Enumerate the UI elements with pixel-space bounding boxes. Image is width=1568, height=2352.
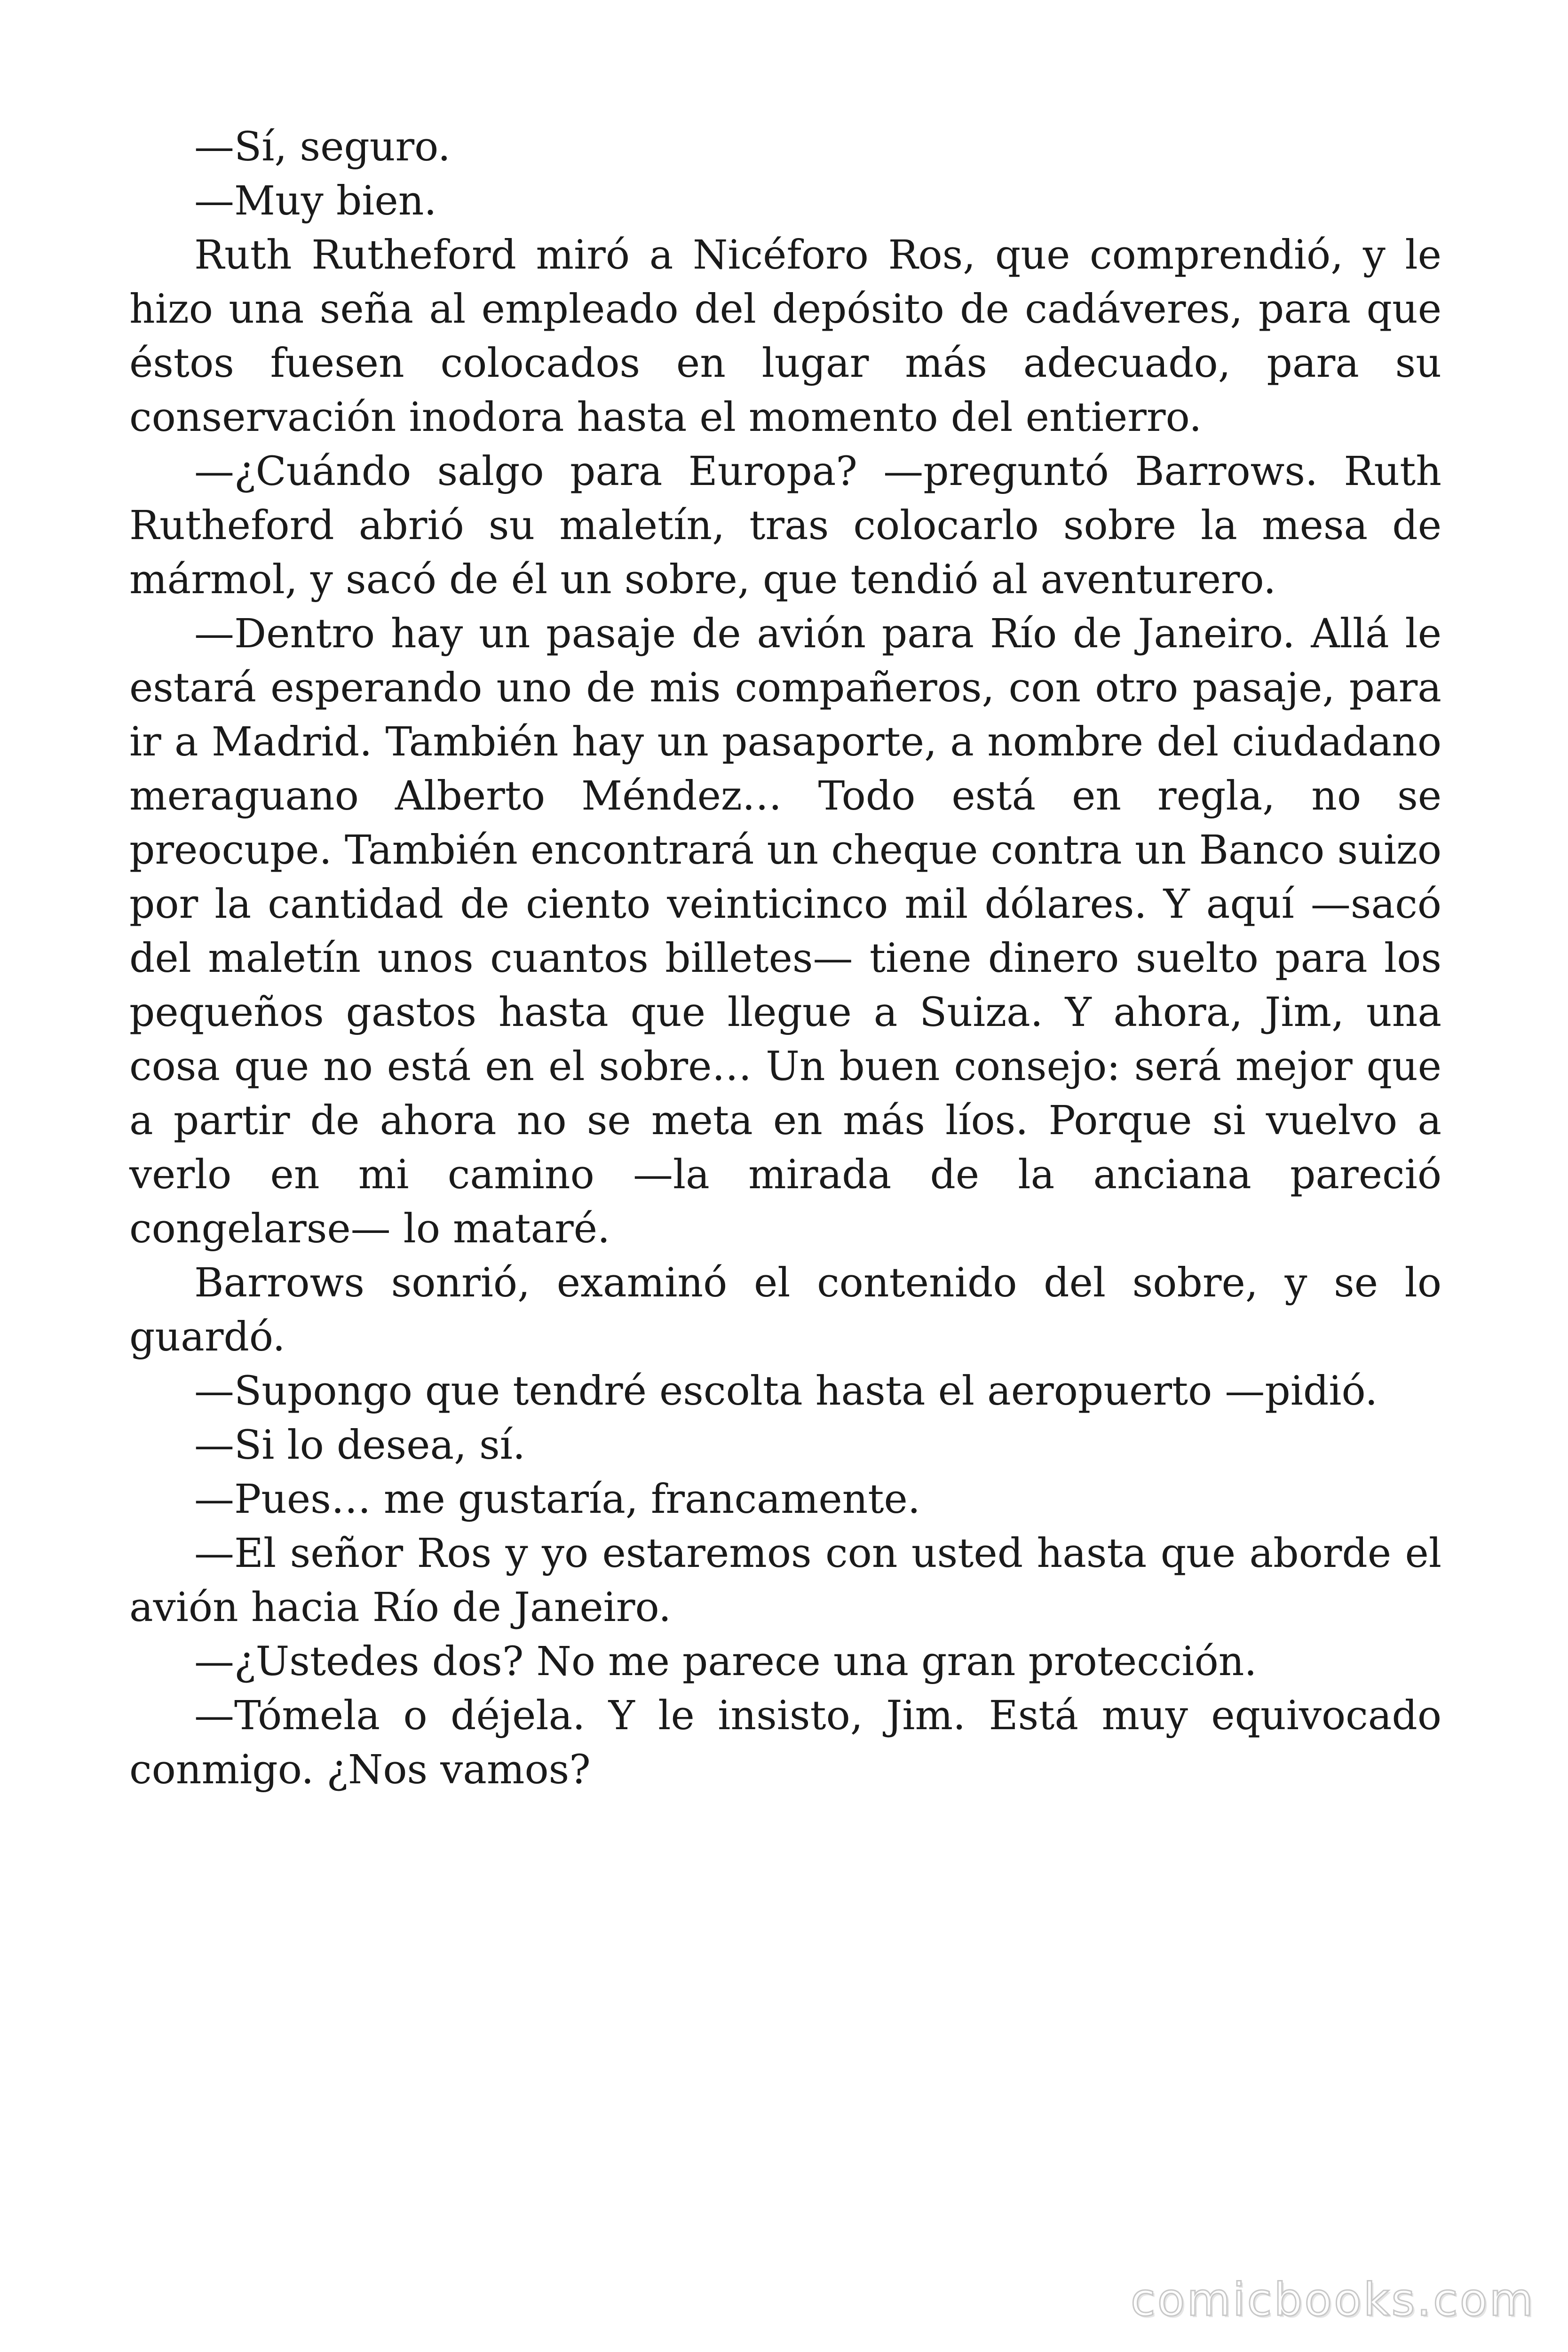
- paragraph: —Pues… me gustaría, francamente.: [194, 1476, 920, 1523]
- paragraph: —¿Ustedes dos? No me parece una gran protección.: [194, 1638, 1257, 1685]
- paragraph: —Tómela o déjela. Y le insisto, Jim. Está muy equivocado conmigo. ¿Nos vamos?: [129, 1692, 1441, 1793]
- paragraph: —Si lo desea, sí.: [194, 1422, 525, 1469]
- paragraph: —El señor Ros y yo estaremos con usted hasta que aborde el avión hacia Río de Janeiro.: [129, 1530, 1441, 1631]
- paragraph: —Dentro hay un pasaje de avión para Río de Janeiro. Allá le estará esperando uno de mis compañeros, con otro pasaje, para ir a Madrid. También hay un pasaporte, a nombre del ciudadano meraguano Alberto Méndez… Todo está en regla, no se preocupe. También encontrará un cheque contra un Banco suizo por la cantidad de ciento veinticinco mil dólares. Y aquí —sacó del maletín unos cuantos billetes— tiene dinero suelto para los pequeños gastos hasta que llegue a Suiza. Y ahora, Jim, una cosa que no está en el sobre… Un buen consejo: será mejor que a partir de ahora no se meta en más líos. Porque si vuelvo a verlo en mi camino —la mirada de la anciana pareció congelarse— lo mataré.: [129, 611, 1441, 1252]
- paragraph: —¿Cuándo salgo para Europa? —preguntó Barrows. Ruth Rutheford abrió su maletín, tras colocarlo sobre la mesa de mármol, y sacó de él un sobre, que tendió al aventurero.: [129, 448, 1441, 603]
- paragraph: Barrows sonrió, examinó el contenido del sobre, y se lo guardó.: [129, 1260, 1441, 1360]
- paragraph: —Muy bien.: [194, 178, 437, 224]
- site-watermark: comicbooks.com: [1130, 2273, 1535, 2326]
- paragraph: Ruth Rutheford miró a Nicéforo Ros, que comprendió, y le hizo una seña al empleado del depósito de cadáveres, para que éstos fuesen colocados en lugar más adecuado, para su conservación inodora hasta el momento del entierro.: [129, 232, 1441, 441]
- paragraph: —Supongo que tendré escolta hasta el aeropuerto —pidió.: [194, 1368, 1378, 1414]
- paragraph: —Sí, seguro.: [194, 124, 451, 170]
- book-page-text: [129, 120, 1441, 1797]
